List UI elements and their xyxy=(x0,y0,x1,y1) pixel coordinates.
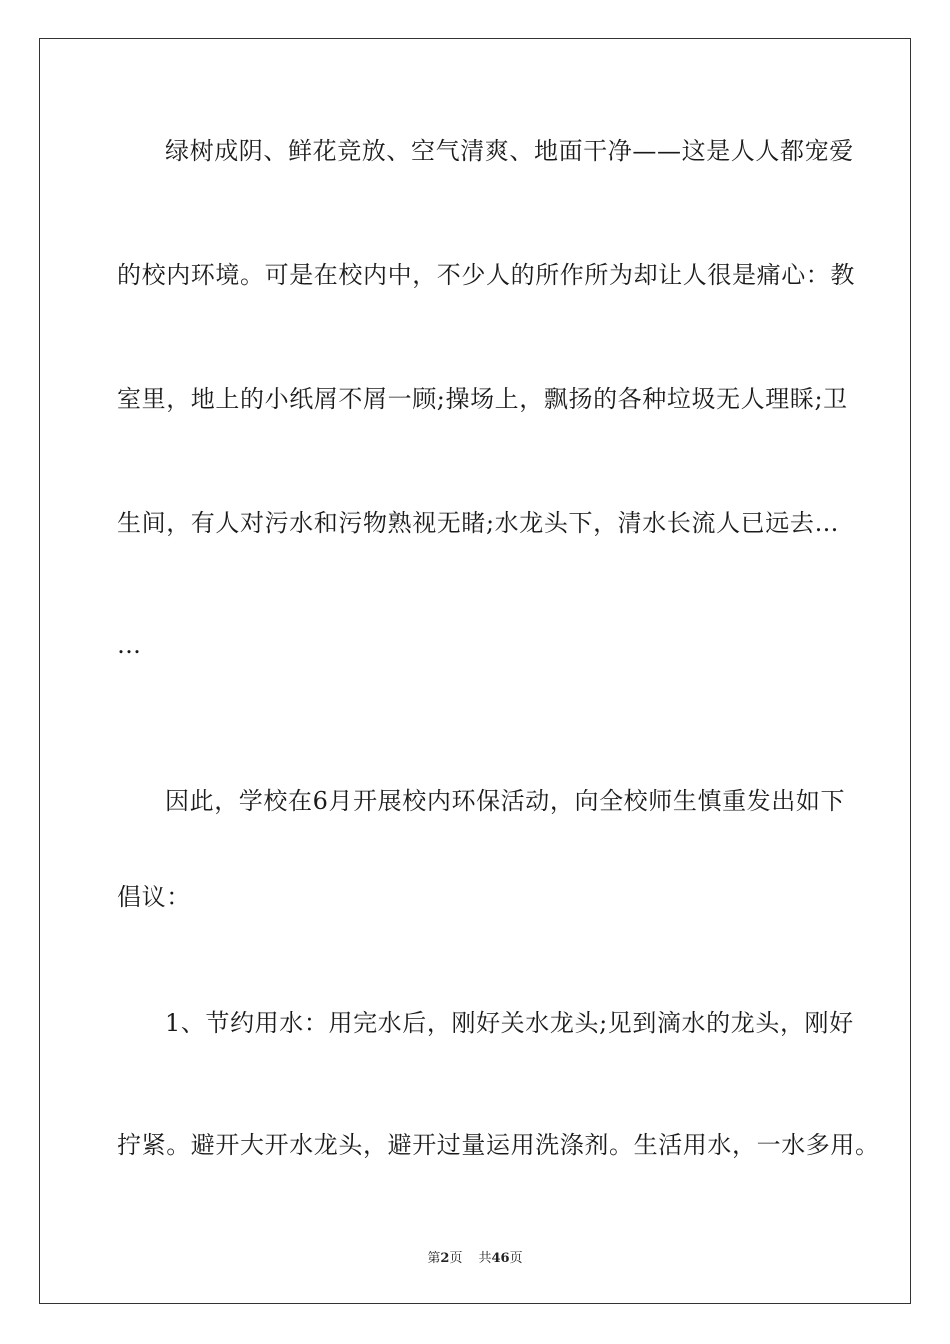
paragraph-2-line-2: 倡议： xyxy=(117,883,191,911)
footer-total-suffix: 页 xyxy=(509,1251,523,1266)
paragraph-3-line-1: 1、节约用水：用完水后，刚好关水龙头;见到滴水的龙头，刚好 xyxy=(165,1009,854,1037)
footer-page-prefix: 第 xyxy=(427,1251,441,1266)
page-footer xyxy=(0,1247,950,1266)
paragraph-1-line-1: 绿树成阴、鲜花竞放、空气清爽、地面干净——这是人人都宠爱 xyxy=(165,137,854,165)
paragraph-3-line-2: 拧紧。避开大开水龙头，避开过量运用洗涤剂。生活用水，一水多用。 xyxy=(117,1131,880,1159)
paragraph-1-line-5: … xyxy=(117,631,142,659)
footer-page-number: 2 xyxy=(440,1251,450,1266)
footer-total-pages: 46 xyxy=(491,1251,510,1266)
footer-total-prefix: 共 xyxy=(478,1251,492,1266)
paragraph-1-line-4: 生间，有人对污水和污物熟视无睹;水龙头下，清水长流人已远去… xyxy=(117,509,840,537)
paragraph-2-line-1: 因此，学校在6月开展校内环保活动，向全校师生慎重发出如下 xyxy=(165,787,846,815)
paragraph-1-line-2: 的校内环境。可是在校内中，不少人的所作所为却让人很是痛心：教 xyxy=(117,261,855,289)
page-border xyxy=(39,38,911,1304)
paragraph-1-line-3: 室里，地上的小纸屑不屑一顾;操场上，飘扬的各种垃圾无人理睬;卫 xyxy=(117,385,848,413)
footer-page-suffix: 页 xyxy=(449,1251,463,1266)
